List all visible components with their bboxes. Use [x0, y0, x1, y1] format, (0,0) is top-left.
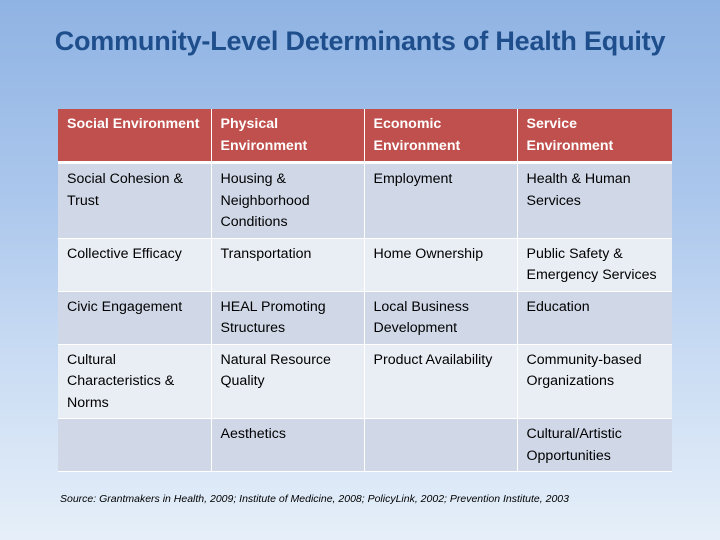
table-cell: Cultural Characteristics & Norms: [58, 344, 211, 419]
table-cell: Transportation: [211, 238, 364, 291]
table-cell: Natural Resource Quality: [211, 344, 364, 419]
slide-title: Community-Level Determinants of Health Equity: [54, 26, 666, 56]
table-row: [58, 419, 672, 472]
table-row: [58, 163, 672, 239]
table-cell: Community-based Organizations: [517, 344, 672, 419]
table-row: [58, 344, 672, 419]
table-cell: Collective Efficacy: [58, 238, 211, 291]
table-cell: Home Ownership: [364, 238, 517, 291]
header-economic-environment: Economic Environment: [364, 109, 517, 163]
determinants-table: [58, 109, 672, 472]
table-cell: Aesthetics: [211, 419, 364, 472]
table-cell: HEAL Promoting Structures: [211, 291, 364, 344]
table-cell: Employment: [364, 163, 517, 239]
table-cell: Public Safety & Emergency Services: [517, 238, 672, 291]
table-cell: Housing & Neighborhood Conditions: [211, 163, 364, 239]
table-cell: Health & Human Services: [517, 163, 672, 239]
header-social-environment: Social Environment: [58, 109, 211, 163]
table-cell: [364, 419, 517, 472]
table-cell: Product Availability: [364, 344, 517, 419]
table-row: [58, 291, 672, 344]
table-cell: Cultural/Artistic Opportunities: [517, 419, 672, 472]
table-cell: Civic Engagement: [58, 291, 211, 344]
header-service-environment: Service Environment: [517, 109, 672, 163]
source-citation: Source: Grantmakers in Health, 2009; Institute of Medicine, 2008; PolicyLink, 2002; Prevention Institute, 2003: [60, 493, 569, 505]
table-cell: [58, 419, 211, 472]
table-cell: Social Cohesion & Trust: [58, 163, 211, 239]
header-physical-environment: Physical Environment: [211, 109, 364, 163]
table-cell: Education: [517, 291, 672, 344]
determinants-table-container: [58, 109, 672, 472]
table-row: [58, 238, 672, 291]
table-header-row: [58, 109, 672, 163]
table-cell: Local Business Development: [364, 291, 517, 344]
